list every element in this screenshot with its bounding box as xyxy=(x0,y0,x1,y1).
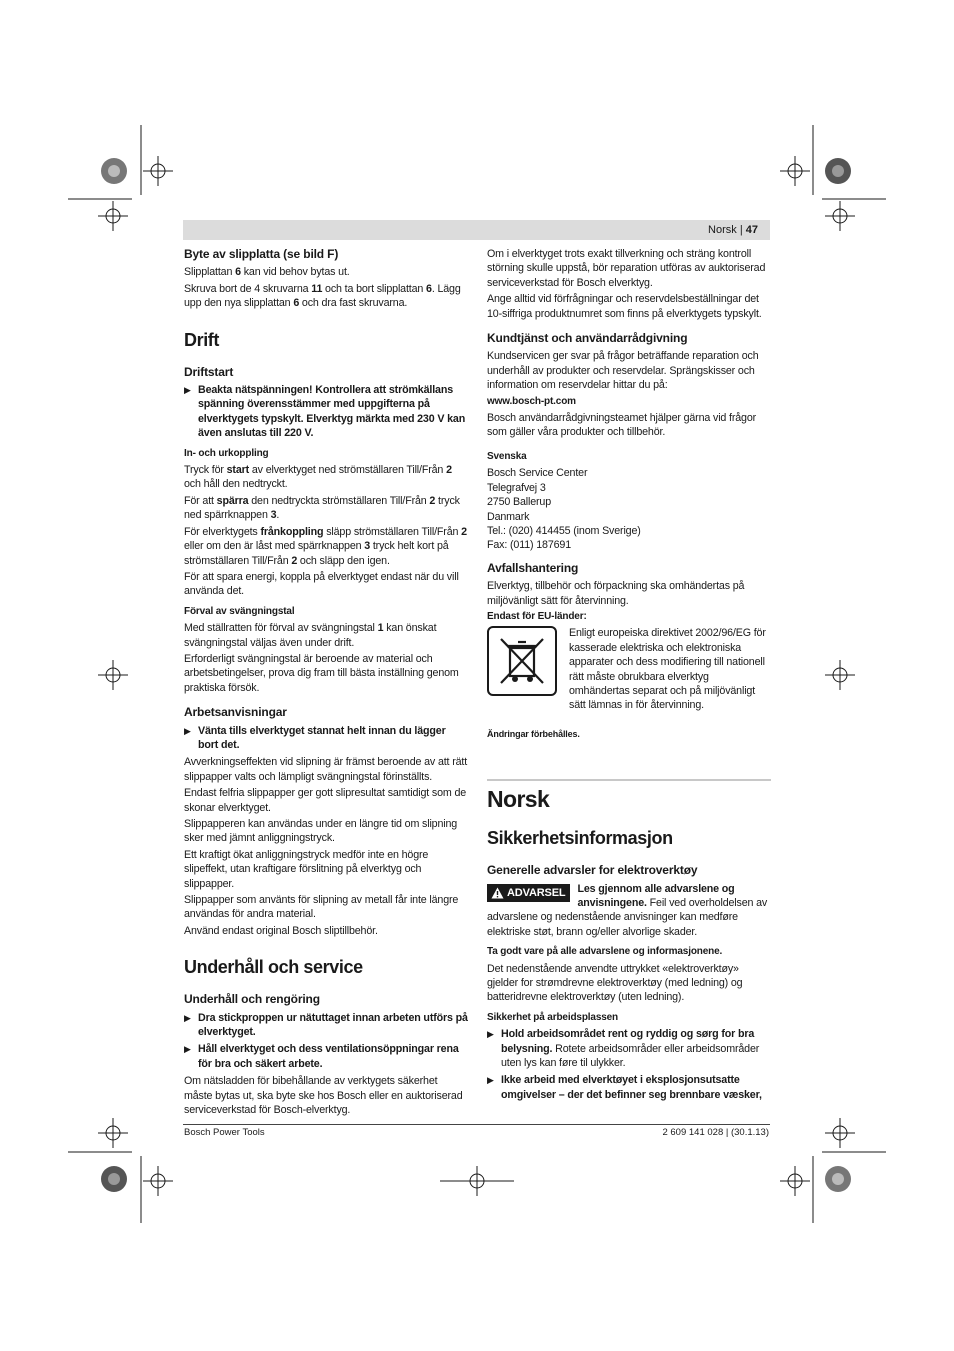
heading-forval: Förval av svängningstal xyxy=(184,605,295,617)
heading-generelle-advarsler: Generelle advarsler for elektroverktøy xyxy=(487,863,698,878)
heading-in-urkoppling: In- och urkoppling xyxy=(184,447,269,459)
paragraph: Ange alltid vid förfrågningar och reservdelsbeställningar det 10-siffriga produktnumret som finns på elverktygets typskylt. xyxy=(487,293,762,320)
left-column xyxy=(184,247,468,1120)
paragraph: Avverkningseffekten vid slipning är främst beroende av att rätt slippapper valts och lämpligt svängningstal förinställts. xyxy=(184,756,468,783)
bullet-item: ▶ Ikke arbeid med elverktøyet i eksplosjonsutsatte omgivelser – der det befinner seg brennbare væsker, xyxy=(487,1074,762,1101)
paragraph: Med ställratten för förval av svängningstal 1 kan önskat svängningstal väljas även under drift. xyxy=(184,622,437,649)
paragraph: Tryck för start av elverktyget ned strömställaren Till/Från 2 och håll den nedtryckt. xyxy=(184,464,452,491)
heading-ta-vare: Ta godt vare på alle advarslene og informasjonene. xyxy=(487,946,723,958)
paragraph: Elverktyg, tillbehör och förpackning ska omhändertas på miljövänligt sätt för återvinning. xyxy=(487,580,745,607)
paragraph: Använd endast original Bosch sliptillbehör. xyxy=(184,924,378,937)
heading-driftstart: Driftstart xyxy=(184,364,234,379)
footer-rule xyxy=(183,1124,770,1125)
address-line: 2750 Ballerup xyxy=(487,496,552,509)
heading-underhall-rengoring: Underhåll och rengöring xyxy=(184,992,320,1007)
triangle-bullet-icon: ▶ xyxy=(487,1075,494,1086)
footer-brand: Bosch Power Tools xyxy=(184,1127,265,1138)
heading-kundtjanst: Kundtjänst och användarrådgivning xyxy=(487,331,688,346)
address-line: Fax: (011) 187691 xyxy=(487,539,571,552)
heading-byte-slipplatta: Byte av slipplatta (se bild F) xyxy=(184,247,339,261)
warning-block: ADVARSEL Les gjennom alle advarslene og anvisningene. Feil ved overholdelsen av advarslene og nedenstående anvisninger kan medføre elektriske støt, brann og/eller alvorlige skader. xyxy=(487,882,768,938)
paragraph: För elverktygets frånkoppling släpp strömställaren Till/Från 2 eller om den är låst med spärrknappen 3 tryck helt kort på strömställaren Till/Från 2 och släpp den igen. xyxy=(184,525,467,567)
paragraph: Enligt europeiska direktivet 2002/96/EG för kasserade elektriska och elektroniska apparater och dess modifiering till nationell rätt måste obrukbara elverktyg omhändertas separat och på miljövänligt sätt lämnas in för återvinning. xyxy=(569,627,766,712)
section-rule xyxy=(487,779,771,781)
paragraph: Om nätsladden för bibehållande av verktygets säkerhet måste bytas ut, ska byte ske hos Bosch eller en auktoriserad serviceverkstad för Bosch-elverktyg. xyxy=(184,1075,463,1117)
bullet-item: ▶ Håll elverktyget och dess ventilationsöppningar rena för bra och säkert arbete. xyxy=(184,1043,459,1070)
paragraph: Endast felfria slippapper ger gott slipresultat samtidigt som de skonar elverktyget. xyxy=(184,787,467,814)
paragraph: Slippapperen kan användas under en längre tid om slipning sker med jämnt anliggningstryck. xyxy=(184,818,458,845)
paragraph: För att spärra den nedtryckta strömställaren Till/Från 2 tryck ned spärrknappen 3. xyxy=(184,494,460,522)
heading-avfallshantering: Avfallshantering xyxy=(487,560,579,575)
changes-note: Ändringar förbehålles. xyxy=(487,728,580,739)
address-line: Tel.: (020) 414455 (inom Sverige) xyxy=(487,524,641,537)
triangle-bullet-icon: ▶ xyxy=(184,1044,191,1055)
paragraph: Erforderligt svängningstal är beroende av material och arbetsbetingelser, prova dig fram till bästa inställning genom praktiska försök. xyxy=(184,652,459,694)
paragraph: Om i elverktyget trots exakt tillverkning och sträng kontroll störning skulle uppstå, bör reparation utföras av auktoriserad serviceverkstad för Bosch elverktyg. xyxy=(487,248,766,289)
weee-block xyxy=(487,626,771,712)
page-header xyxy=(708,224,758,236)
warning-triangle-icon xyxy=(491,887,504,899)
triangle-bullet-icon: ▶ xyxy=(184,725,191,736)
header-band xyxy=(183,220,770,240)
weee-crossed-bin-icon xyxy=(487,626,557,696)
page-number: 47 xyxy=(745,224,758,236)
heading-sikkerhetsinformasjon: Sikkerhetsinformasjon xyxy=(487,828,673,849)
address-line: Danmark xyxy=(487,510,530,523)
heading-drift: Drift xyxy=(184,329,219,350)
paragraph: Slipplattan 6 kan vid behov bytas ut. xyxy=(184,266,350,279)
address-line: Bosch Service Center xyxy=(487,467,588,480)
url-link[interactable]: www.bosch-pt.com xyxy=(487,395,576,407)
advarsel-badge: ADVARSEL xyxy=(487,884,570,902)
heading-sikkerhet-arbeidsplassen: Sikkerhet på arbeidsplassen xyxy=(487,1011,619,1023)
bullet-item: ▶ Vänta tills elverktyget stannat helt innan du lägger bort det. xyxy=(184,724,446,751)
paragraph: För att spara energi, koppla på elverktyget endast när du vill använda det. xyxy=(184,570,459,598)
triangle-bullet-icon: ▶ xyxy=(184,1012,191,1023)
heading-underhall-service: Underhåll och service xyxy=(184,957,363,978)
header-separator: | xyxy=(739,224,743,236)
paragraph: Det nedenstående anvendte uttrykket «elektroverktøy» gjelder for strømdrevne elektroverktøy (med ledning) og batteridrevne elektroverktøy (uten ledning). xyxy=(487,962,743,1004)
heading-arbetsanvisningar: Arbetsanvisningar xyxy=(184,705,287,720)
heading-svenska: Svenska xyxy=(487,450,527,462)
paragraph: Ett kraftigt ökat anliggningstryck medför inte en högre slipeffekt, utan kraftigare förslitning på elverktyg och slippapper. xyxy=(184,848,429,890)
paragraph: Bosch användarrådgivningsteamet hjälper gärna vid frågor som gäller våra produkter och tillbehör. xyxy=(487,412,757,439)
bullet-item: ▶ Dra stickproppen ur nätuttaget innan arbeten utförs på elverktyget. xyxy=(184,1011,468,1039)
heading-norsk: Norsk xyxy=(487,786,550,813)
bullet-item: ▶ Hold arbeidsområdet rent og ryddig og sørg for bra belysning. Rotete arbeidsområder eller arbeidsområder uten lys kan føre til ulykker. xyxy=(487,1028,760,1070)
heading-eu-lander: Endast för EU-länder: xyxy=(487,610,587,622)
paragraph: Slippapper som använts för slipning av metall får inte längre användas för andra material. xyxy=(184,894,459,921)
header-language: Norsk xyxy=(708,224,737,236)
address-line: Telegrafvej 3 xyxy=(487,481,546,494)
footer-docnumber: 2 609 141 028 | (30.1.13) xyxy=(662,1127,769,1138)
paragraph: Skruva bort de 4 skruvarna 11 och ta bort slipplattan 6. Lägg upp den nya slipplattan 6 och dra fast skruvarna. xyxy=(184,282,461,310)
triangle-bullet-icon: ▶ xyxy=(487,1029,494,1040)
right-column xyxy=(487,247,771,1105)
triangle-bullet-icon: ▶ xyxy=(184,385,191,396)
bullet-item: ▶ Beakta nätspänningen! Kontrollera att strömkällans spänning överensstämmer med uppgifterna på elverktygets typskylt. Elverktyg märkta med 230 V kan även anslutas till 220 V. xyxy=(184,384,466,440)
paragraph: Kundservicen ger svar på frågor beträffande reparation och underhåll av produkter och reservdelar. Sprängskisser och information om reservdelar hittar du på: xyxy=(487,350,759,392)
